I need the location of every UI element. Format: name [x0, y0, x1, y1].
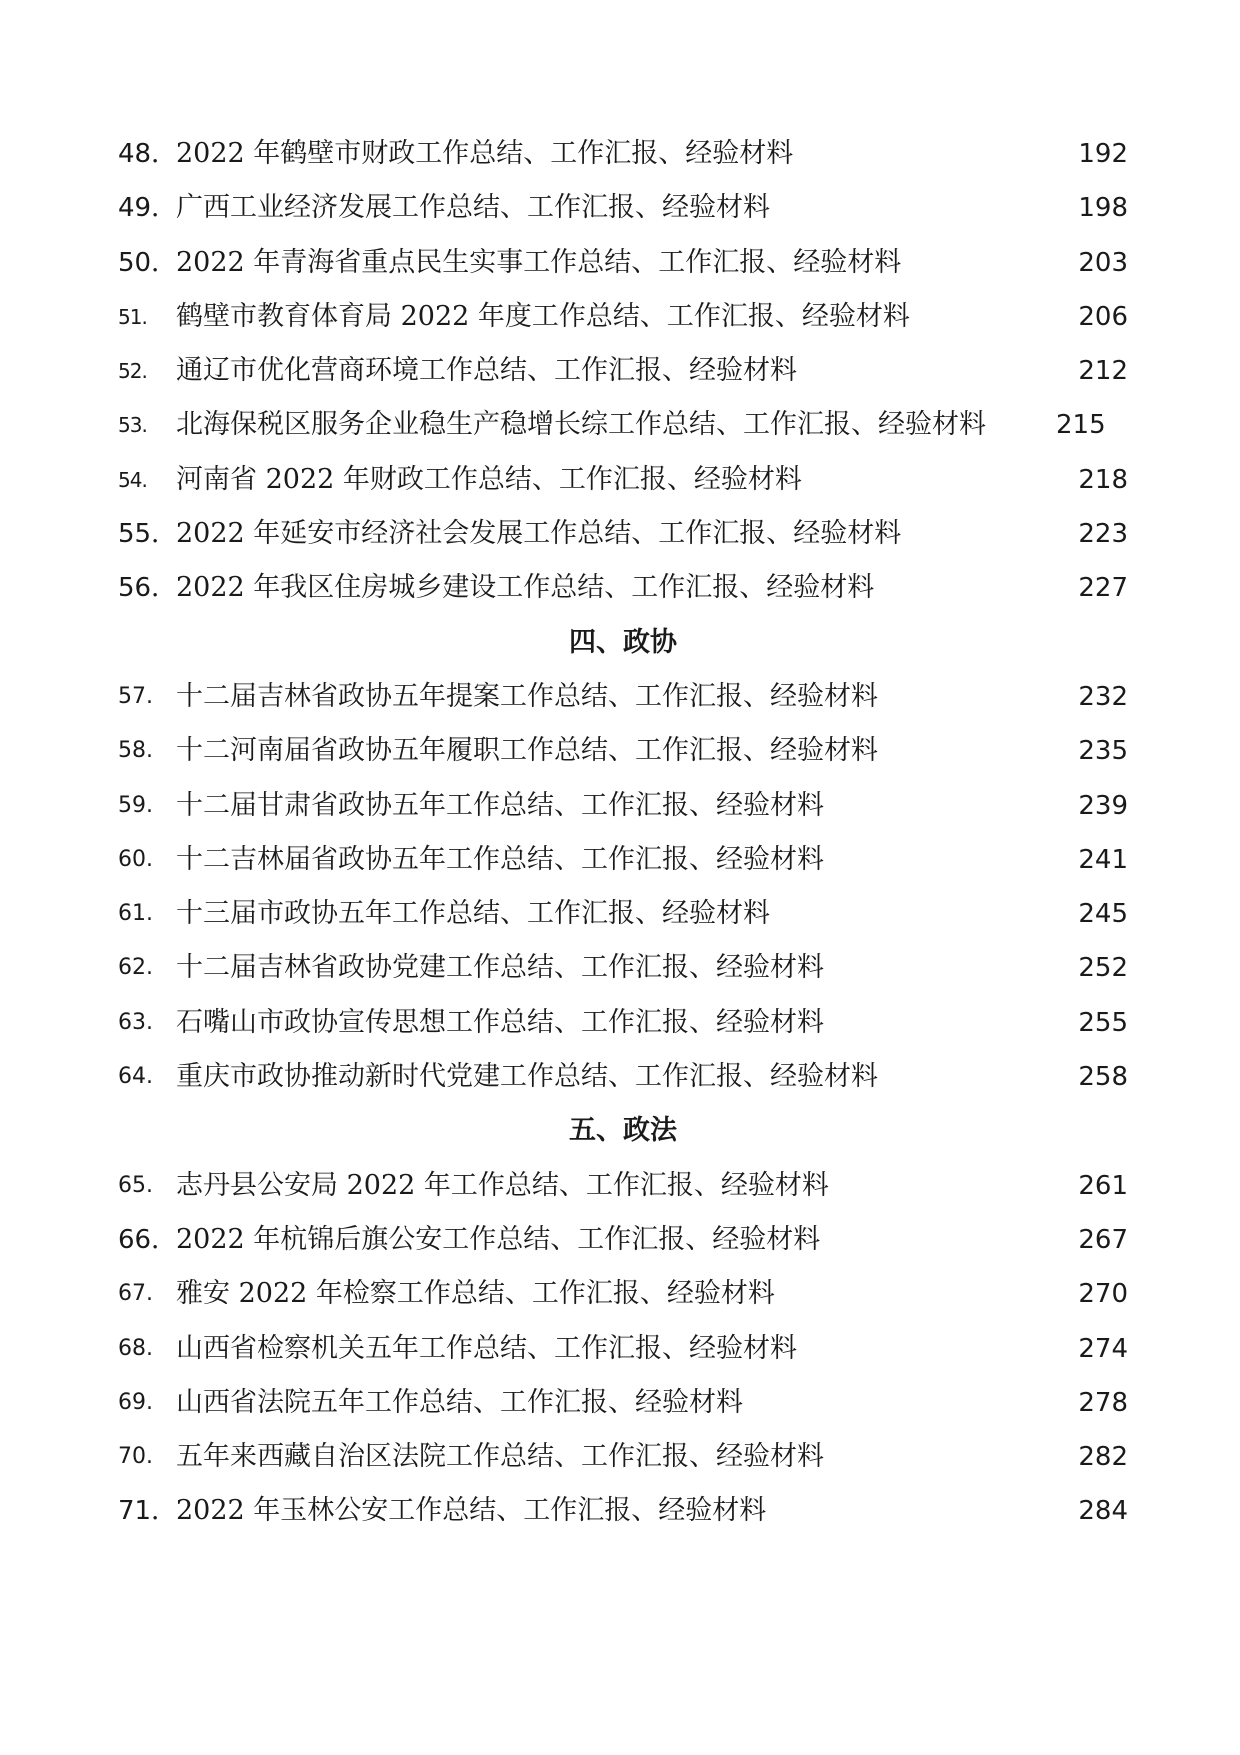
- toc-entry[interactable]: [118, 1159, 1128, 1213]
- toc-entry-page: 215: [1056, 410, 1106, 441]
- toc-entry-title: 十二河南届省政协五年履职工作总结、工作汇报、经验材料: [176, 735, 878, 767]
- toc-entry[interactable]: [118, 779, 1128, 833]
- toc-entry-number: 62.: [118, 955, 153, 981]
- toc-entry-page: 241: [1078, 844, 1128, 875]
- toc-entry[interactable]: [118, 1050, 1128, 1104]
- toc-entry-title: 2022 年青海省重点民生实事工作总结、工作汇报、经验材料: [176, 246, 902, 278]
- toc-entry-page: 267: [1078, 1224, 1128, 1255]
- toc-entry-title: 山西省检察机关五年工作总结、工作汇报、经验材料: [176, 1332, 797, 1364]
- toc-entry-title: 2022 年鹤壁市财政工作总结、工作汇报、经验材料: [176, 138, 794, 169]
- toc-entry-page: 255: [1078, 1007, 1128, 1038]
- toc-entry[interactable]: [118, 833, 1128, 887]
- toc-entry[interactable]: [118, 724, 1128, 778]
- toc-entry[interactable]: [118, 941, 1128, 995]
- toc-entry-title: 十二吉林届省政协五年工作总结、工作汇报、经验材料: [176, 843, 824, 875]
- toc-entry-title: 五年来西藏自治区法院工作总结、工作汇报、经验材料: [176, 1441, 824, 1473]
- toc-entry[interactable]: [118, 1430, 1128, 1484]
- toc-entry-page: 282: [1078, 1442, 1128, 1473]
- toc-entry-page: 223: [1078, 519, 1128, 550]
- toc-entry-title: 2022 年我区住房城乡建设工作总结、工作汇报、经验材料: [176, 572, 875, 604]
- toc-entry-page: 203: [1078, 247, 1128, 278]
- toc-entry-number: 56．: [118, 573, 178, 604]
- toc-entry-number: 59.: [118, 792, 153, 818]
- toc-entry[interactable]: [118, 1484, 1128, 1538]
- toc-entry-page: 239: [1078, 790, 1128, 821]
- toc-entry-number: 66．: [118, 1224, 178, 1255]
- toc-entry-number: 63.: [118, 1009, 153, 1035]
- toc-entry[interactable]: [118, 127, 1128, 181]
- toc-entry-number: 68.: [118, 1335, 153, 1361]
- toc-entry[interactable]: [118, 1376, 1128, 1430]
- toc-entry[interactable]: [118, 398, 1128, 452]
- toc-entry[interactable]: [118, 670, 1128, 724]
- toc-entry-title: 河南省 2022 年财政工作总结、工作汇报、经验材料: [176, 463, 802, 495]
- toc-entry[interactable]: [118, 996, 1128, 1050]
- toc-entry-title: 北海保税区服务企业稳生产稳增长综工作总结、工作汇报、经验材料: [176, 409, 986, 441]
- toc-entry-number: 60.: [118, 846, 153, 872]
- toc-entry-title: 2022 年玉林公安工作总结、工作汇报、经验材料: [176, 1495, 767, 1527]
- toc-entry[interactable]: [118, 561, 1128, 615]
- toc-entry-page: 245: [1078, 899, 1128, 930]
- toc-entry-page: 274: [1078, 1333, 1128, 1364]
- toc-entry-page: 206: [1078, 301, 1128, 332]
- toc-entry-number: 54.: [118, 467, 147, 492]
- toc-entry-title: 通辽市优化营商环境工作总结、工作汇报、经验材料: [176, 355, 797, 387]
- toc-entry-number: 55．: [118, 519, 178, 550]
- toc-entry-number: 51.: [118, 304, 147, 329]
- toc-entry-title: 十二届甘肃省政协五年工作总结、工作汇报、经验材料: [176, 789, 824, 821]
- toc-entry-page: 278: [1078, 1387, 1128, 1418]
- toc-entry-page: 270: [1078, 1279, 1128, 1310]
- toc-entry-page: 212: [1078, 356, 1128, 387]
- toc-entry-number: 65.: [118, 1172, 153, 1198]
- toc-entry-title: 十三届市政协五年工作总结、工作汇报、经验材料: [176, 898, 770, 930]
- toc-entry-title: 石嘴山市政协宣传思想工作总结、工作汇报、经验材料: [176, 1006, 824, 1038]
- toc-entry-title: 2022 年延安市经济社会发展工作总结、工作汇报、经验材料: [176, 518, 902, 550]
- toc-entry-title: 雅安 2022 年检察工作总结、工作汇报、经验材料: [176, 1278, 775, 1310]
- toc-entry[interactable]: [118, 507, 1128, 561]
- toc-entry-number: 49．: [118, 193, 178, 224]
- toc-entry-title: 十二届吉林省政协五年提案工作总结、工作汇报、经验材料: [176, 680, 878, 712]
- toc-entry-number: 57.: [118, 683, 153, 709]
- toc-entry-page: 258: [1078, 1062, 1128, 1093]
- toc-entry[interactable]: [118, 1267, 1128, 1321]
- toc-entry[interactable]: [118, 181, 1128, 235]
- table-of-contents: [118, 127, 1128, 1539]
- toc-entry[interactable]: [118, 887, 1128, 941]
- toc-entry-page: 235: [1078, 736, 1128, 767]
- toc-entry-title: 广西工业经济发展工作总结、工作汇报、经验材料: [176, 192, 770, 224]
- toc-entry-title: 重庆市政协推动新时代党建工作总结、工作汇报、经验材料: [176, 1061, 878, 1093]
- toc-entry-title: 鹤壁市教育体育局 2022 年度工作总结、工作汇报、经验材料: [176, 300, 910, 332]
- toc-entry-number: 64.: [118, 1064, 153, 1090]
- toc-entry-number: 70.: [118, 1444, 153, 1470]
- toc-entry-page: 227: [1078, 573, 1128, 604]
- toc-entry-number: 69.: [118, 1389, 153, 1415]
- toc-entry-page: 284: [1078, 1496, 1128, 1527]
- toc-entry-page: 198: [1078, 193, 1128, 224]
- toc-entry-number: 48．: [118, 139, 178, 169]
- toc-entry-title: 十二届吉林省政协党建工作总结、工作汇报、经验材料: [176, 952, 824, 984]
- toc-entry-number: 58.: [118, 738, 153, 764]
- toc-entry-number: 52.: [118, 359, 147, 384]
- toc-entry[interactable]: [118, 1322, 1128, 1376]
- section-heading: 五、政法: [569, 1115, 677, 1147]
- toc-entry-number: 61.: [118, 901, 153, 927]
- toc-entry-page: 192: [1078, 139, 1128, 169]
- toc-entry[interactable]: [118, 290, 1128, 344]
- toc-entry-page: 261: [1078, 1170, 1128, 1201]
- toc-entry-page: 218: [1078, 464, 1128, 495]
- toc-entry[interactable]: [118, 453, 1128, 507]
- section-heading: 四、政协: [569, 626, 677, 658]
- toc-entry-number: 50．: [118, 247, 178, 278]
- toc-entry-number: 53.: [118, 413, 147, 438]
- toc-entry-title: 志丹县公安局 2022 年工作总结、工作汇报、经验材料: [176, 1169, 829, 1201]
- toc-entry-number: 67.: [118, 1281, 153, 1307]
- toc-entry-page: 252: [1078, 953, 1128, 984]
- toc-entry-title: 山西省法院五年工作总结、工作汇报、经验材料: [176, 1386, 743, 1418]
- toc-entry-number: 71．: [118, 1496, 178, 1527]
- toc-entry[interactable]: [118, 1213, 1128, 1267]
- toc-entry-title: 2022 年杭锦后旗公安工作总结、工作汇报、经验材料: [176, 1223, 821, 1255]
- toc-entry[interactable]: [118, 344, 1128, 398]
- toc-entry-page: 232: [1078, 681, 1128, 712]
- toc-entry[interactable]: [118, 236, 1128, 290]
